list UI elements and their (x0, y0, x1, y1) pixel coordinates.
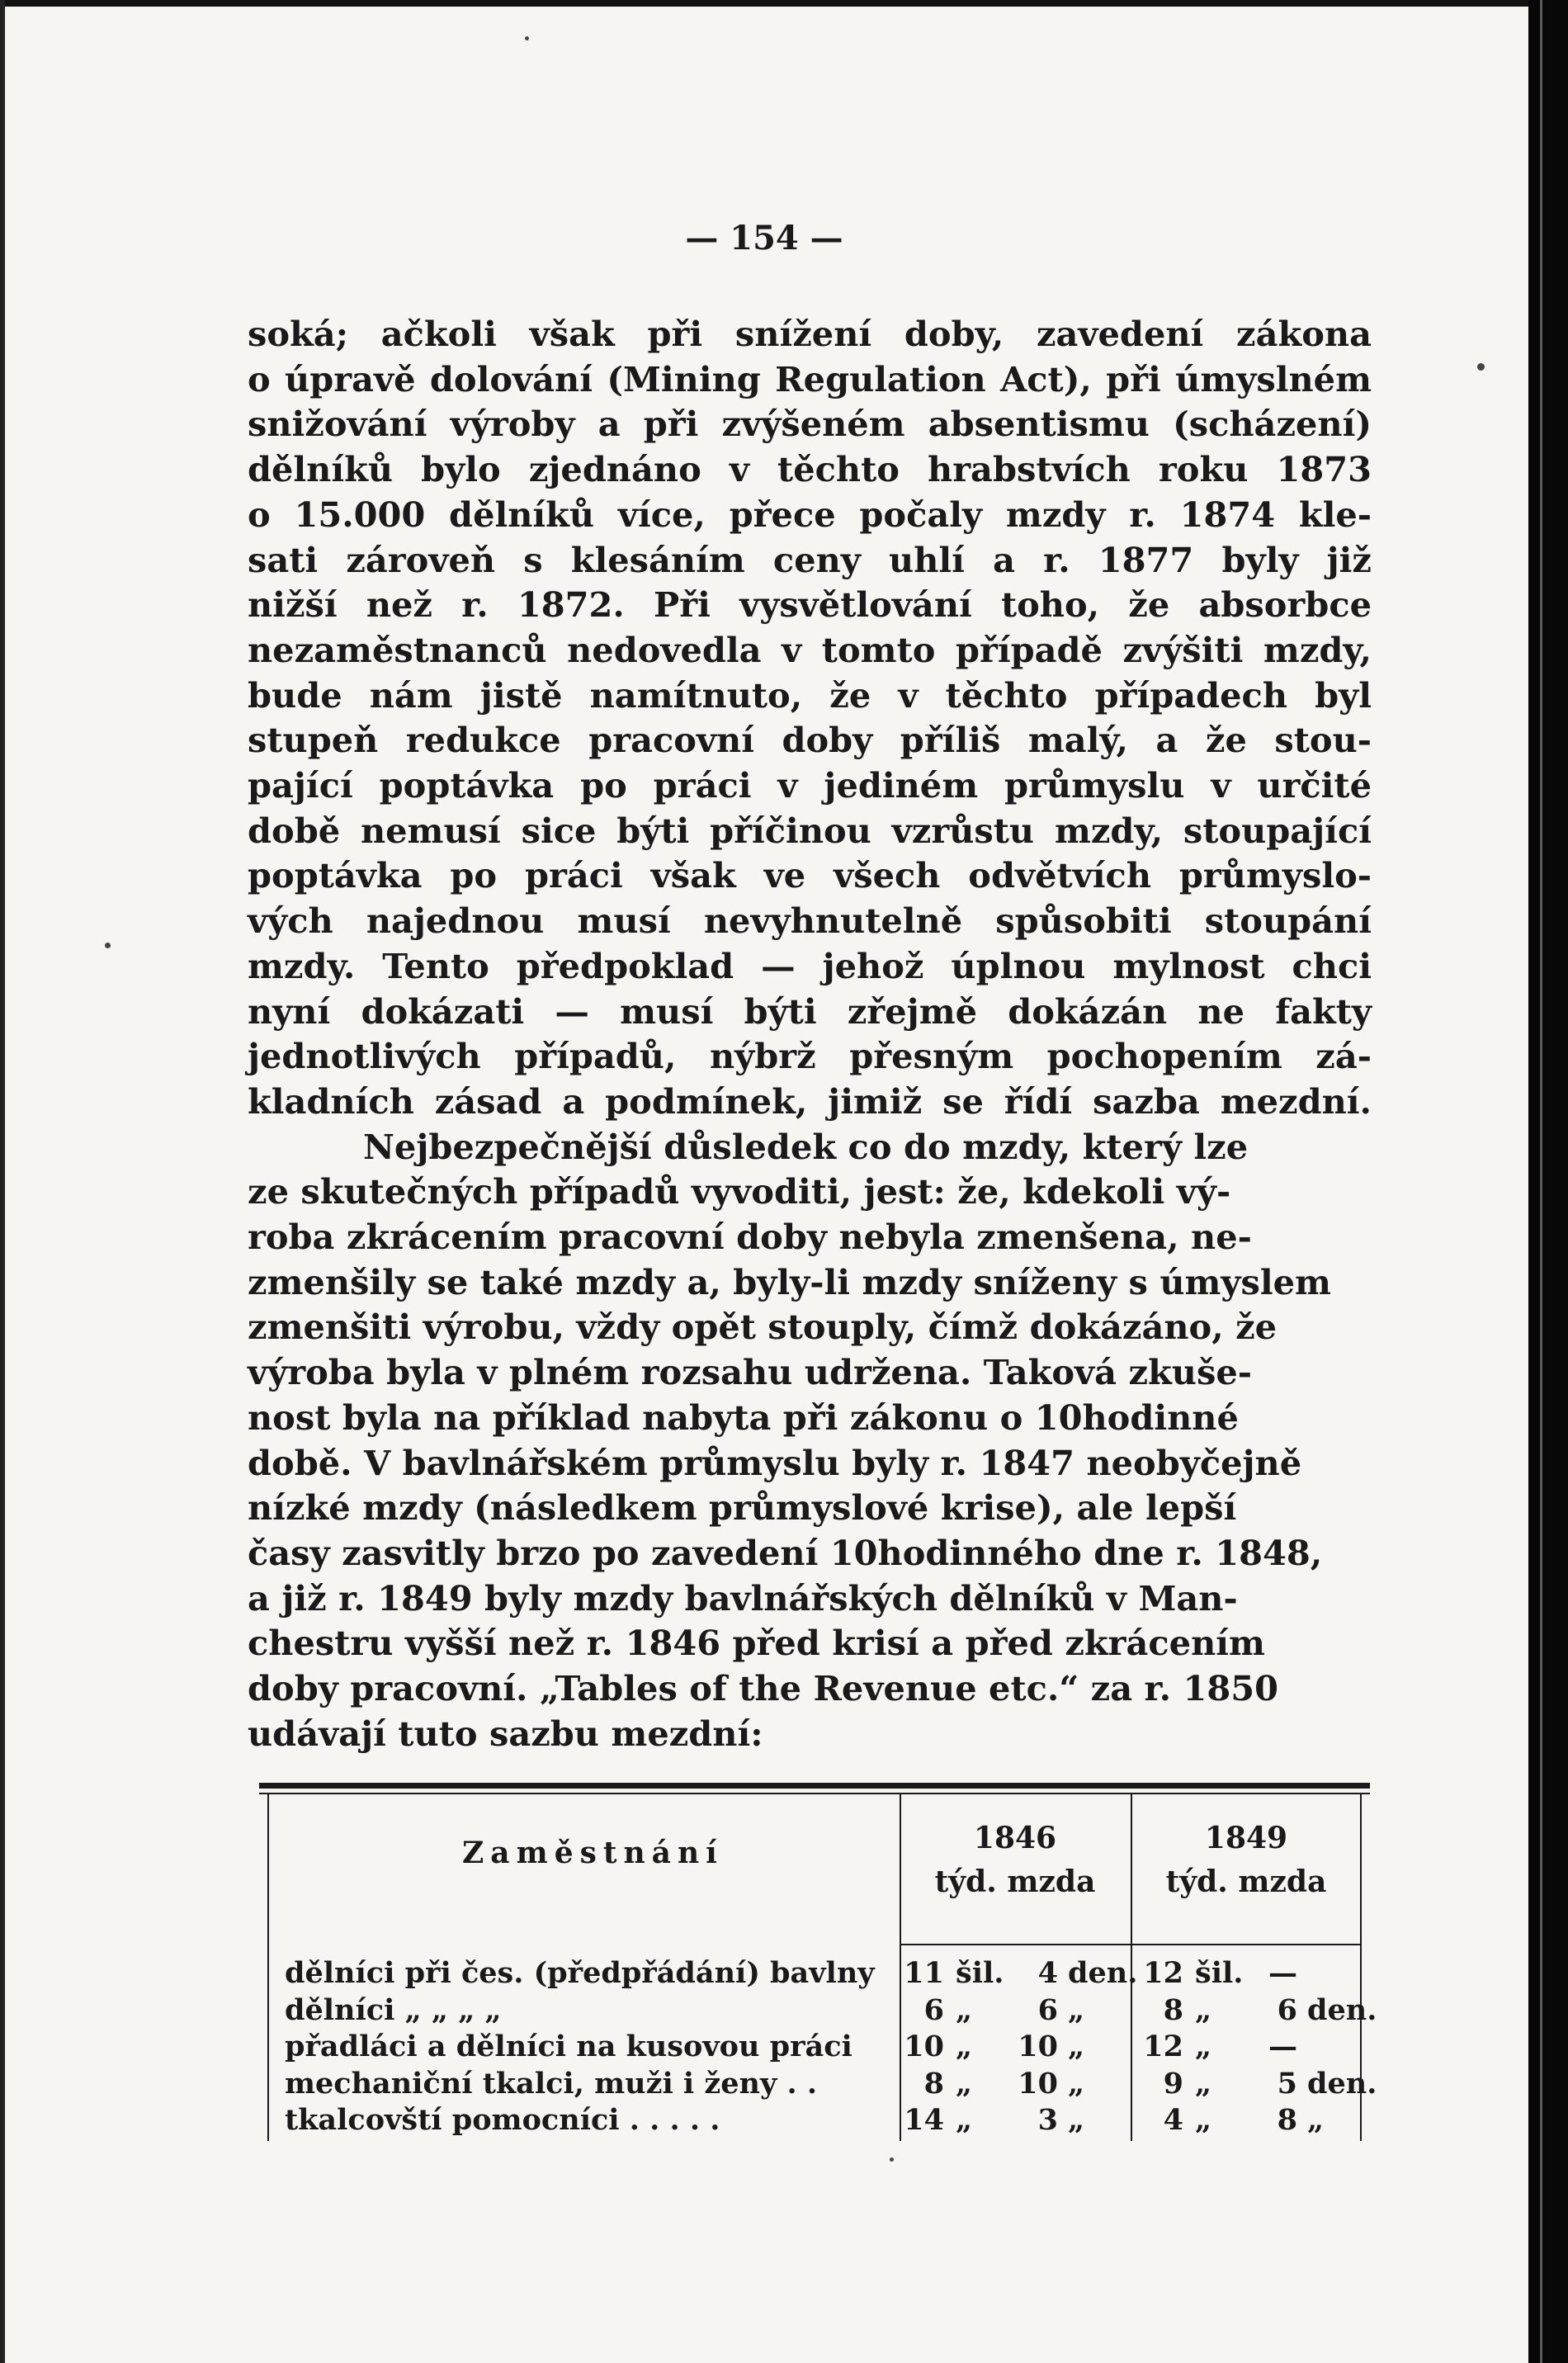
cell-a2: 9 (1163, 2066, 1183, 2101)
dust-speck (525, 36, 529, 40)
table-top-rule (259, 1783, 1370, 1789)
cell-a1: 8 (923, 2066, 944, 2101)
text-line: době. V bavlnářském průmyslu byly r. 1847 neobyčejně (248, 1442, 1302, 1483)
cell-a1: 11 (904, 1956, 944, 1990)
table-row (0, 1993, 1528, 2030)
cell-u2: „ (1195, 1992, 1212, 2027)
cell-v2: den. (1307, 2066, 1377, 2101)
table-row (0, 1956, 1528, 1992)
text-line: soká; ačkoli však při snížení doby, zavedení zákona (248, 314, 1372, 354)
text-line: dělníků bylo zjednáno v těchto hrabstvích roku 1873 (248, 449, 1372, 490)
table-row (0, 2103, 1528, 2139)
text-line: nízké mzdy (následkem průmyslové krise), ale lepší (248, 1487, 1237, 1529)
text-line: roba zkrácením pracovní doby nebyla zmenšena, ne- (248, 1217, 1252, 1258)
cell-occupation: tkalcovští pomocníci . . . . . (285, 2103, 720, 2137)
cell-v2: „ (1307, 2103, 1325, 2137)
text-line: snižování výroby a při zvýšeném absentismu (scházení) (248, 404, 1372, 445)
cell-a1: 6 (923, 1992, 944, 2027)
text-line: době nemusí sice býti příčinou vzrůstu mzdy, stoupající (248, 810, 1372, 851)
header-year-1846: 1846 (973, 1821, 1057, 1855)
text-line: nost byla na příklad nabyta při zákonu o 10hodinné (248, 1397, 1239, 1438)
cell-b1: 10 (1018, 2030, 1058, 2063)
cell-occupation: dělníci „ „ „ „ (285, 1992, 502, 2027)
text-line: o 15.000 dělníků více, přece počaly mzdy r. 1874 kle- (248, 494, 1372, 535)
text-line: zmenšily se také mzdy a, byly-li mzdy sníženy s úmyslem (248, 1261, 1331, 1302)
header-wage-1846: týd. mzda (934, 1864, 1096, 1899)
cell-b2: — (1268, 2030, 1297, 2063)
cell-v2: den. (1307, 1992, 1377, 2027)
cell-a2: 4 (1163, 2103, 1183, 2137)
text-line: zmenšiti výrobu, vždy opět stouply, čímž dokázáno, že (248, 1307, 1278, 1348)
cell-a1: 14 (904, 2103, 944, 2137)
table-header-rule (900, 1944, 1362, 1945)
text-line: bude nám jistě namítnuto, že v těchto případech byl (248, 674, 1372, 716)
cell-b2: 8 (1277, 2103, 1297, 2137)
dust-speck (105, 943, 111, 948)
cell-u1: „ (956, 1992, 973, 2027)
cell-u1: „ (956, 2103, 973, 2137)
text-line: o úpravě dolování (Mining Regulation Act), při úmyslném (248, 358, 1372, 399)
text-line: jednotlivých případů, nýbrž přesným pochopením zá- (248, 1036, 1372, 1077)
header-occupation: Zaměstnání (462, 1836, 724, 1870)
text-line: sati zároveň s klesáním ceny uhlí a r. 1877 byly již (248, 539, 1372, 580)
header-wage-1849: týd. mzda (1165, 1864, 1327, 1899)
cell-occupation: mechaniční tkalci, muži i ženy . . (285, 2066, 818, 2101)
scan-top-edge (0, 0, 1528, 7)
cell-u1: šil. (956, 1956, 1004, 1990)
body-text (248, 312, 1372, 1757)
paragraph (248, 312, 1372, 1125)
table-top-rule-thin (259, 1793, 1370, 1794)
page-number: — 154 — (685, 219, 843, 258)
dust-speck (1477, 363, 1485, 371)
scan-book-edge (1540, 0, 1542, 2363)
table-row (0, 2067, 1528, 2103)
text-line: pající poptávka po práci v jediném průmyslu v určité (248, 765, 1372, 806)
cell-occupation: dělníci při čes. (předpřádání) bavlny (285, 1956, 875, 1990)
text-line: nezaměstnanců nedovedla v tomto případě zvýšiti mzdy, (248, 629, 1372, 670)
scan-right-edge (1528, 0, 1568, 2363)
cell-u2: šil. (1195, 1956, 1244, 1990)
cell-b2: 6 (1277, 1992, 1297, 2027)
text-line: stupeň redukce pracovní doby příliš malý, a že stou- (248, 720, 1372, 761)
cell-v1: den. (1068, 1956, 1138, 1990)
cell-v1: „ (1068, 2030, 1085, 2063)
cell-v1: „ (1068, 2103, 1085, 2137)
text-line: ze skutečných případů vyvoditi, jest: že, kdekoli vý- (248, 1171, 1231, 1212)
cell-b1: 4 (1037, 1956, 1058, 1990)
cell-b2: 5 (1277, 2066, 1297, 2101)
text-line: chestru vyšší než r. 1846 před krisí a před zkrácením (248, 1623, 1265, 1664)
cell-a2: 12 (1143, 2030, 1183, 2063)
cell-u2: „ (1195, 2103, 1212, 2137)
table-row (0, 2030, 1528, 2066)
cell-b1: 3 (1037, 2103, 1058, 2137)
text-line: časy zasvitly brzo po zavedení 10hodinného dne r. 1848, (248, 1532, 1323, 1573)
cell-u1: „ (956, 2030, 973, 2063)
cell-b2: — (1268, 1956, 1297, 1990)
text-line: poptávka po práci však ve všech odvětvích průmyslo- (248, 855, 1372, 896)
cell-a1: 10 (904, 2030, 944, 2063)
cell-v1: „ (1068, 1992, 1085, 2027)
paragraph (248, 1125, 1372, 1757)
cell-a2: 12 (1143, 1956, 1183, 1990)
cell-u2: „ (1195, 2066, 1212, 2101)
header-year-1849: 1849 (1204, 1821, 1288, 1855)
text-line: udávají tuto sazbu mezdní: (248, 1713, 763, 1754)
text-line: kladních zásad a podmínek, jimiž se řídí sazba mezdní. (248, 1080, 1372, 1122)
text-line: doby pracovní. „Tables of the Revenue etc.“ za r. 1850 (248, 1668, 1279, 1709)
text-line: mzdy. Tento předpoklad — jehož úplnou mylnost chci (248, 945, 1372, 986)
cell-v1: „ (1068, 2066, 1085, 2101)
cell-u1: „ (956, 2066, 973, 2101)
text-line: nižší než r. 1872. Při vysvětlování toho, že absorbce (248, 584, 1372, 626)
text-line: výroba byla v plném rozsahu udržena. Taková zkuše- (248, 1352, 1252, 1393)
text-line: a již r. 1849 byly mzdy bavlnářských dělníků v Man- (248, 1577, 1238, 1619)
text-line: vých najednou musí nevyhnutelně spůsobiti stoupání (248, 900, 1372, 942)
cell-a2: 8 (1163, 1992, 1183, 2027)
text-line: nyní dokázati — musí býti zřejmě dokázán ne fakty (248, 990, 1372, 1032)
cell-u2: „ (1195, 2030, 1212, 2063)
cell-b1: 10 (1018, 2066, 1058, 2101)
cell-b1: 6 (1037, 1992, 1058, 2027)
cell-occupation: přadláci a dělníci na kusovou práci (285, 2030, 852, 2063)
text-line: Nejbezpečnější důsledek co do mzdy, který lze (363, 1126, 1249, 1167)
dust-speck (890, 2157, 894, 2162)
